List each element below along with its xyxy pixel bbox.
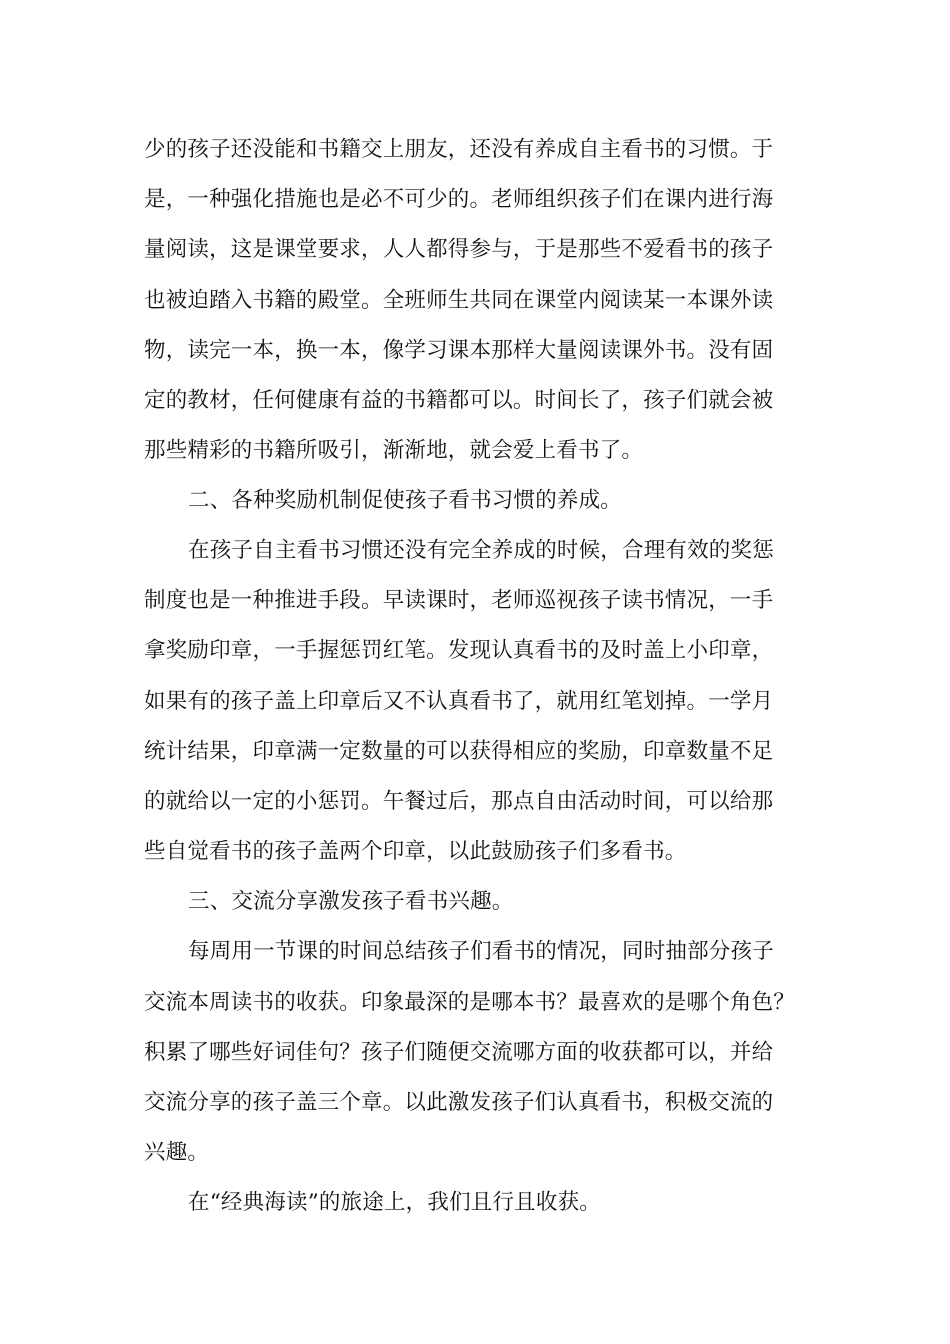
text-line: 交流分享的孩子盖三个章。以此激发孩子们认真看书，积极交流的 (144, 1090, 774, 1115)
text-line: 制度也是一种推进手段。早读课时，老师巡视孩子读书情况，一手 (144, 588, 774, 613)
section-heading: 三、交流分享激发孩子看书兴趣。 (188, 889, 514, 914)
text-line: 如果有的孩子盖上印章后又不认真看书了，就用红笔划掉。一学月 (144, 689, 774, 714)
text-line: 的就给以一定的小惩罚。午餐过后，那点自由活动时间，可以给那 (144, 789, 774, 814)
text-line: 积累了哪些好词佳句？孩子们随便交流哪方面的收获都可以，并给 (144, 1040, 774, 1065)
text-line: 在孩子自主看书习惯还没有完全养成的时候，合理有效的奖惩 (188, 538, 774, 563)
text-line: 拿奖励印章，一手握惩罚红笔。发现认真看书的及时盖上小印章， (144, 638, 774, 663)
text-line: 兴趣。 (144, 1140, 210, 1165)
text-line: 是，一种强化措施也是必不可少的。老师组织孩子们在课内进行海 (144, 187, 774, 212)
text-line: 交流本周读书的收获。印象最深的是哪本书？最喜欢的是哪个角色？ (144, 990, 796, 1015)
text-line: 每周用一节课的时间总结孩子们看书的情况，同时抽部分孩子 (188, 939, 774, 964)
text-line: 那些精彩的书籍所吸引，渐渐地，就会爱上看书了。 (144, 438, 644, 463)
section-heading: 二、各种奖励机制促使孩子看书习惯的养成。 (188, 488, 623, 513)
text-line: 统计结果，印章满一定数量的可以获得相应的奖励，印章数量不足 (144, 739, 774, 764)
text-line: 也被迫踏入书籍的殿堂。全班师生共同在课堂内阅读某一本课外读 (144, 288, 774, 313)
text-line: 定的教材，任何健康有益的书籍都可以。时间长了，孩子们就会被 (144, 388, 774, 413)
closing-line: 在“经典海读”的旅途上，我们且行且收获。 (188, 1190, 601, 1215)
text-line: 量阅读，这是课堂要求，人人都得参与，于是那些不爱看书的孩子 (144, 237, 774, 262)
text-line: 些自觉看书的孩子盖两个印章，以此鼓励孩子们多看书。 (144, 839, 687, 864)
text-line: 物，读完一本，换一本，像学习课本那样大量阅读课外书。没有固 (144, 338, 774, 363)
text-line: 少的孩子还没能和书籍交上朋友，还没有养成自主看书的习惯。于 (144, 137, 774, 162)
